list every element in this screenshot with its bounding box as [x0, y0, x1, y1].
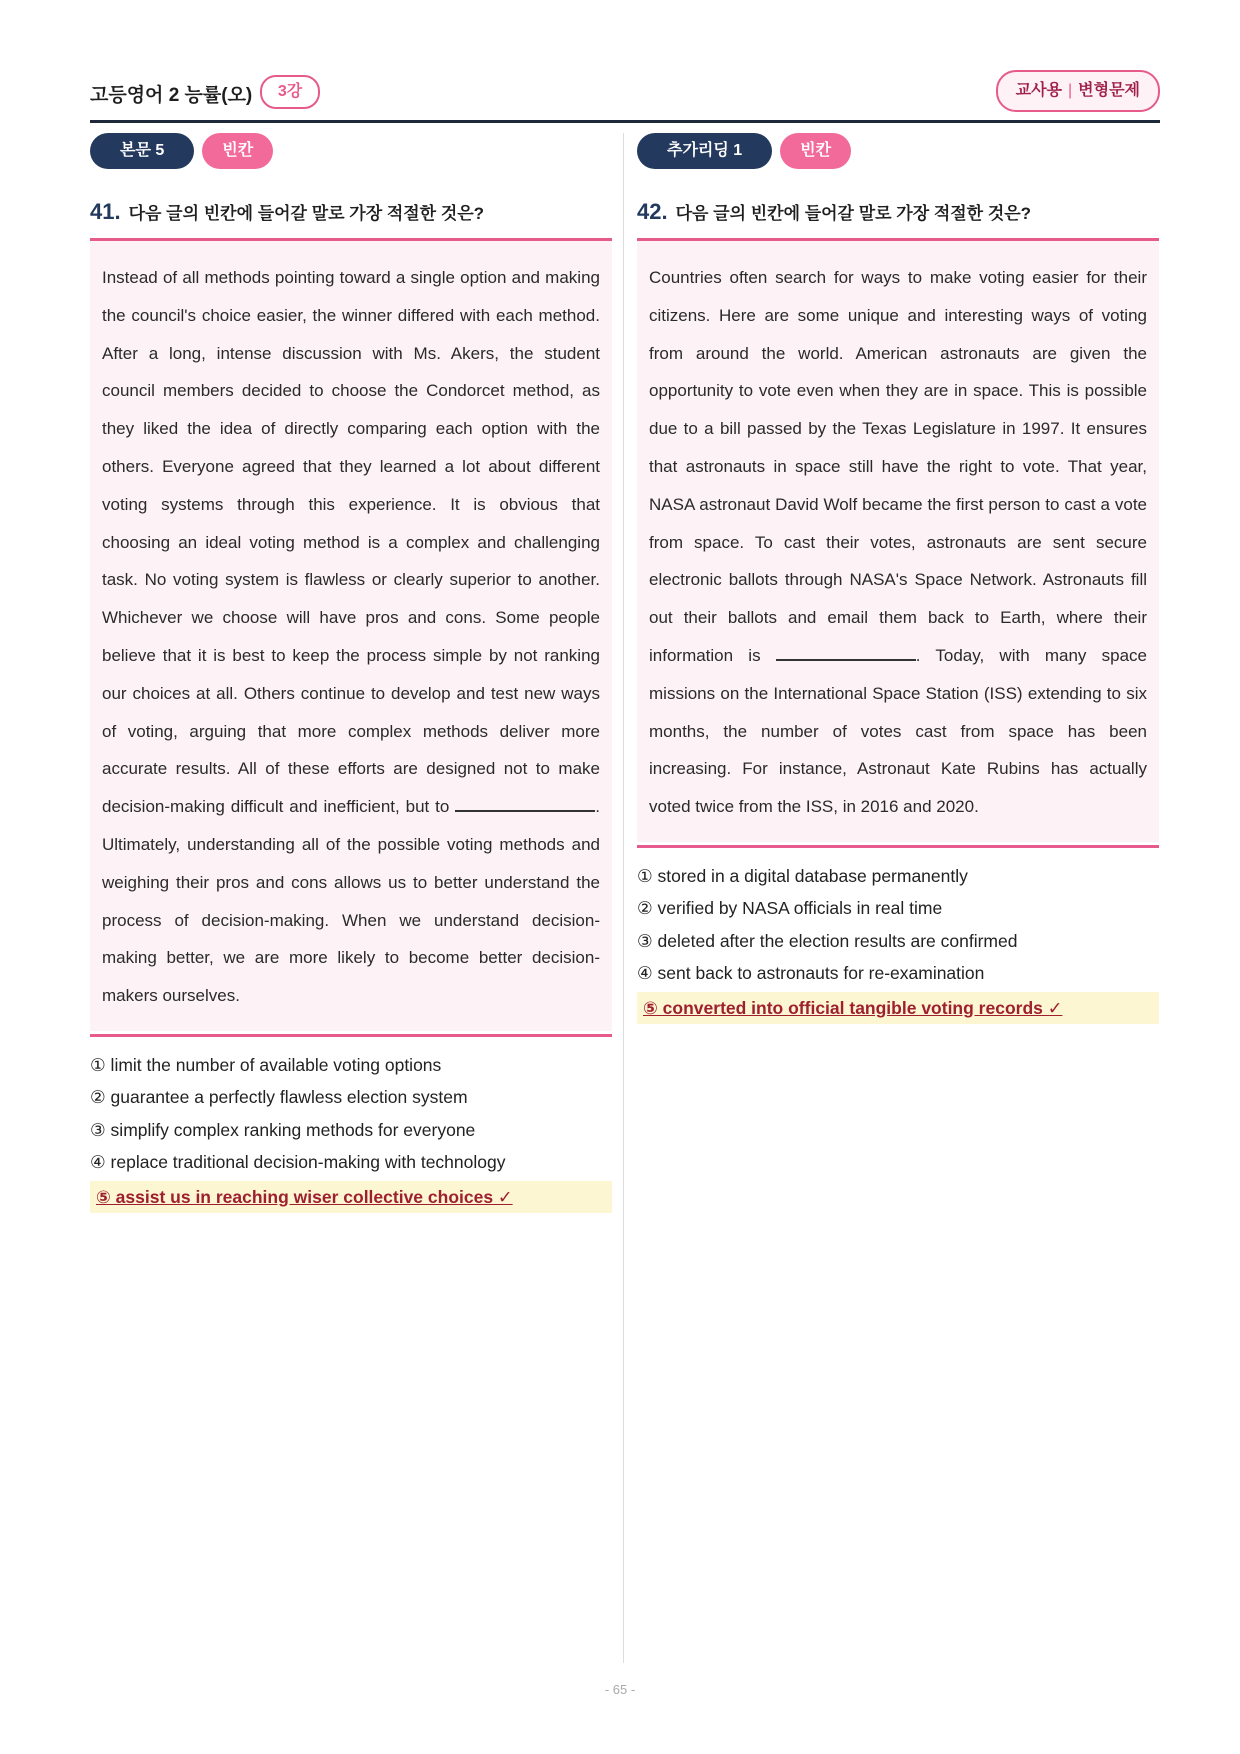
passage-text-after: . Ultimately, understanding all of the possible voting methods and weighing their pros and cons allows us to better understand the process of decision-making. When we understand decision-making better, we are more likely to become better decision-makers ourselves. [102, 797, 600, 1006]
usage-badge [996, 70, 1160, 112]
question-title [637, 199, 1159, 235]
option-5-correct[interactable]: ⑤ assist us in reaching wiser collective choices ✓ [90, 1181, 612, 1214]
section-tag: 본문 5 [90, 133, 194, 169]
lesson-badge: 3강 [260, 75, 320, 109]
passage [637, 241, 1159, 842]
tag-row [90, 133, 612, 169]
question-title [90, 199, 612, 235]
usage-separator: | [1068, 82, 1073, 99]
option-1[interactable]: ① limit the number of available voting options [90, 1054, 442, 1075]
type-tag: 빈칸 [780, 133, 851, 169]
book-title: 고등영어 2 능률(오) [90, 85, 253, 106]
option-5-correct[interactable]: ⑤ converted into official tangible voting records ✓ [637, 992, 1159, 1025]
question-number: 42. [637, 199, 668, 224]
option-3[interactable]: ③ simplify complex ranking methods for everyone [90, 1119, 476, 1140]
passage-text-before: Instead of all methods pointing toward a single option and making the council's choice easier, the winner differed with each method. After a long, intense discussion with Ms. Akers, the student council members decided to choose the Condorcet method, as they liked the idea of directly comparing each option with the others. Everyone agreed that they learned a lot about different voting systems through this experience. It is obvious that choosing an ideal voting method is a complex and challenging task. No voting system is flawless or clearly superior to another. Whichever we choose will have pros and cons. Some people believe that it is best to keep the process simple by not ranking our choices at all. Others continue to develop and test new ways of voting, arguing that more complex methods deliver more accurate results. All of these efforts are designed not to make decision-making difficult and inefficient, but to [102, 268, 600, 817]
page-header [90, 70, 1160, 120]
passage-bottom-rule [90, 1034, 612, 1037]
question-41 [90, 133, 612, 1213]
passage-text-after: . Today, with many space missions on the International Space Station (ISS) extending to six months, the number of votes cast from space has been increasing. For instance, Astronaut Kate Rubins has actually voted twice from the ISS, in 2016 and 2020. [649, 645, 1147, 817]
passage-bottom-rule [637, 845, 1159, 848]
header-rule [90, 120, 1160, 123]
column-divider [623, 133, 624, 1663]
answer-blank [776, 639, 916, 661]
section-tag: 추가리딩 1 [637, 133, 772, 169]
type-label: 변형문제 [1078, 82, 1140, 99]
passage-text-before: Countries often search for ways to make voting easier for their citizens. Here are some unique and interesting ways of voting from around the world. American astronauts are given the opportunity to vote even when they are in space. This is possible due to a bill passed by the Texas Legislature in 1997. It ensures that astronauts in space still have the right to vote. That year, NASA astronaut David Wolf became the first person to cast a vote from space. To cast their votes, astronauts are sent secure electronic ballots through NASA's Space Network. Astronauts fill out their ballots and email them back to Earth, where their information is [649, 268, 1147, 665]
option-2[interactable]: ② guarantee a perfectly flawless election system [90, 1087, 468, 1108]
option-1[interactable]: ① stored in a digital database permanently [637, 865, 968, 886]
option-3[interactable]: ③ deleted after the election results are confirmed [637, 930, 1018, 951]
option-4[interactable]: ④ replace traditional decision-making with technology [90, 1152, 506, 1173]
usage-label: 교사용 [1015, 82, 1063, 99]
tag-row [637, 133, 1159, 169]
question-42 [637, 133, 1159, 1024]
question-number: 41. [90, 199, 121, 224]
options-list [637, 860, 1159, 1025]
option-2[interactable]: ② verified by NASA officials in real time [637, 898, 943, 919]
options-list [90, 1049, 612, 1214]
question-prompt: 다음 글의 빈칸에 들어갈 말로 가장 적절한 것은? [675, 204, 1032, 223]
page-number: - 65 - [604, 1682, 636, 1697]
type-tag: 빈칸 [202, 133, 273, 169]
passage [90, 241, 612, 1031]
answer-blank [455, 790, 595, 812]
question-prompt: 다음 글의 빈칸에 들어갈 말로 가장 적절한 것은? [128, 204, 485, 223]
option-4[interactable]: ④ sent back to astronauts for re-examination [637, 963, 985, 984]
